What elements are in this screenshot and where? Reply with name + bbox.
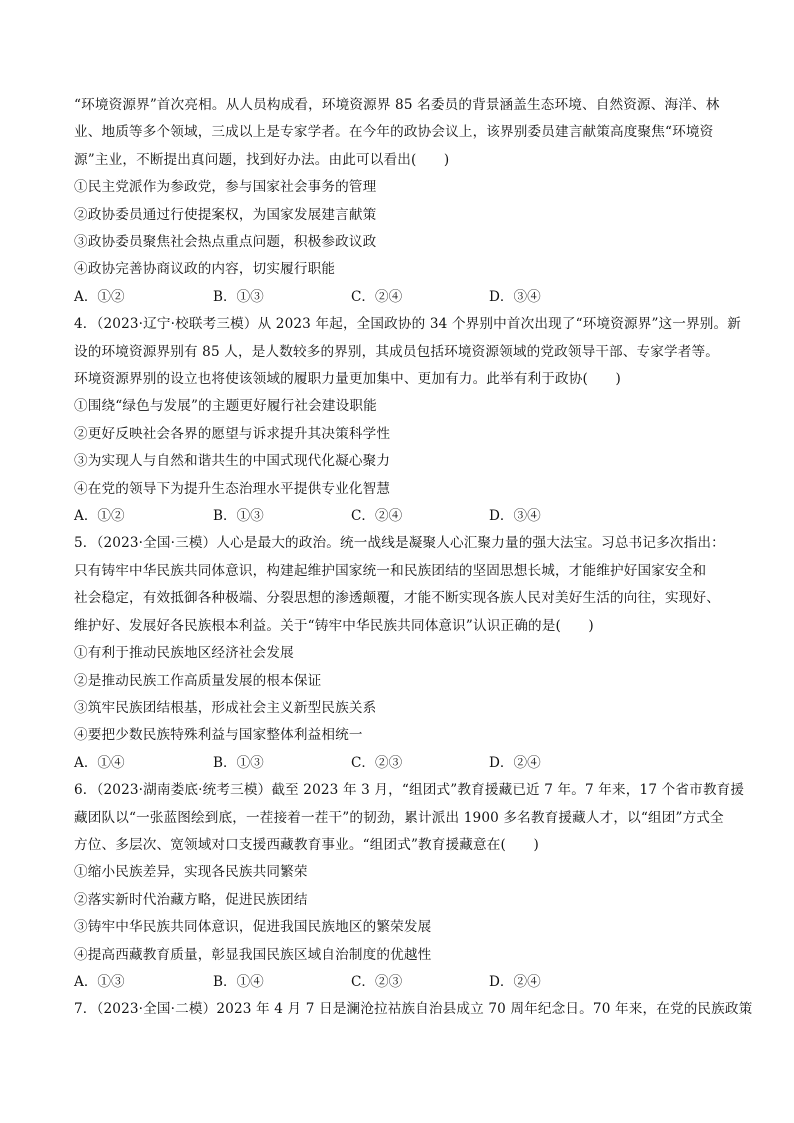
question-stem-line: 设的环境资源界别有 85 人，是人数较多的界别，其成员包括环境资源领域的党政领导干部、专家学者等。 (74, 343, 720, 360)
statement-1: ①围绕“绿色与发展”的主题更好履行社会建设职能 (74, 398, 377, 415)
option-b: B．①③ (213, 508, 264, 525)
question-4 (74, 311, 742, 530)
answer-options (74, 750, 734, 777)
statement-3: ③筑牢民族团结根基，形成社会主义新型民族关系 (74, 699, 377, 716)
statement-3: ③铸牢中华民族共同体意识，促进我国民族地区的繁荣发展 (74, 919, 432, 936)
option-d: D．③④ (489, 288, 541, 305)
question-stem-line: 环境资源界别的设立也将使该领域的履职力量更加集中、更加有力。此举有利于政协( ) (74, 371, 621, 388)
statement-1: ①缩小民族差异，实现各民族共同繁荣 (74, 864, 308, 881)
option-b: B．①④ (213, 973, 264, 990)
statement-2: ②更好反映社会各界的愿望与诉求提升其决策科学性 (74, 425, 391, 442)
option-d: D．②④ (489, 973, 541, 990)
answer-options (74, 969, 734, 996)
question-stem-line: 7．（2023·全国·二模）2023 年 4 月 7 日是澜沧拉祜族自治县成立 70 周年纪念日。70 年来，在党的民族政策 (74, 1001, 753, 1018)
question-5 (74, 530, 734, 777)
option-c: C．②③ (351, 973, 403, 990)
statement-2: ②是推动民族工作高质量发展的根本保证 (74, 672, 322, 689)
statement-1: ①民主党派作为参政党，参与国家社会事务的管理 (74, 179, 377, 196)
statement-4: ④提高西藏教育质量，彰显我国民族区域自治制度的优越性 (74, 946, 432, 963)
question-stem-line: 维护好、发展好各民族根本利益。关于“铸牢中华民族共同体意识”认识正确的是( ) (74, 617, 594, 634)
option-d: D．②④ (489, 754, 541, 771)
option-a: A．①② (74, 288, 125, 305)
question-stem-line: 4．（2023·辽宁·校联考三模）从 2023 年起，全国政协的 34 个界别中首次出现了“环境资源界”这一界别。新 (74, 316, 742, 333)
option-d: D．③④ (489, 508, 541, 525)
statement-4: ④要把少数民族特殊利益与国家整体利益相统一 (74, 727, 363, 744)
question-stem-line: 藏团队以“一张蓝图绘到底，一茬接着一茬干”的韧劲，累计派出 1900 多名教育援藏人才，以“组团”方式全 (74, 809, 724, 826)
statement-1: ①有利于推动民族地区经济社会发展 (74, 645, 294, 662)
statement-3: ③政协委员聚焦社会热点重点问题，积极参政议政 (74, 234, 377, 251)
statement-2: ②落实新时代治藏方略，促进民族团结 (74, 891, 308, 908)
option-a: A．①④ (74, 754, 125, 771)
option-c: C．②④ (351, 288, 403, 305)
answer-options (74, 284, 734, 311)
statement-4: ④在党的领导下为提升生态治理水平提供专业化智慧 (74, 480, 391, 497)
option-c: C．②④ (351, 508, 403, 525)
question-6 (74, 777, 745, 996)
question-7 (74, 996, 753, 1023)
option-b: B．①③ (213, 288, 264, 305)
exam-page (74, 92, 753, 1024)
answer-options (74, 503, 734, 530)
question-stem-line: “环境资源界”首次亮相。从人员构成看，环境资源界 85 名委员的背景涵盖生态环境、自然资源、海洋、林 (74, 97, 720, 113)
option-a: A．①③ (74, 973, 125, 990)
question-stem-line: 源”主业，不断提出真问题，找到好办法。由此可以看出( ) (74, 151, 450, 168)
question-stem-line: 6．（2023·湖南娄底·统考三模）截至 2023 年 3 月，“组团式”教育援藏已近 7 年。7 年来，17 个省市教育援 (74, 782, 745, 799)
option-a: A．①② (74, 508, 125, 525)
option-c: C．②③ (351, 754, 403, 771)
question-stem-line: 只有铸牢中华民族共同体意识，构建起维护国家统一和民族团结的坚固思想长城，才能维护好国家安全和 (74, 562, 707, 579)
question-stem-line: 方位、多层次、宽领域对口支援西藏教育事业。“组团式”教育援藏意在( ) (74, 836, 539, 853)
question-stem-line: 业、地质等多个领域，三成以上是专家学者。在今年的政协会议上，该界别委员建言献策高度聚焦“环境资 (74, 124, 714, 141)
question-3-continuation (74, 92, 734, 311)
question-stem-line: 社会稳定，有效抵御各种极端、分裂思想的渗透颠覆，才能不断实现各族人民对美好生活的向往，实现好、 (74, 590, 720, 607)
question-stem-line: 5．（2023·全国·三模）人心是最大的政治。统一战线是凝聚人心汇聚力量的强大法宝。习总书记多次指出： (74, 535, 725, 552)
option-b: B．①③ (213, 754, 264, 771)
statement-4: ④政协完善协商议政的内容，切实履行职能 (74, 261, 336, 278)
statement-3: ③为实现人与自然和谐共生的中国式现代化凝心聚力 (74, 453, 391, 470)
statement-2: ②政协委员通过行使提案权，为国家发展建言献策 (74, 206, 377, 223)
